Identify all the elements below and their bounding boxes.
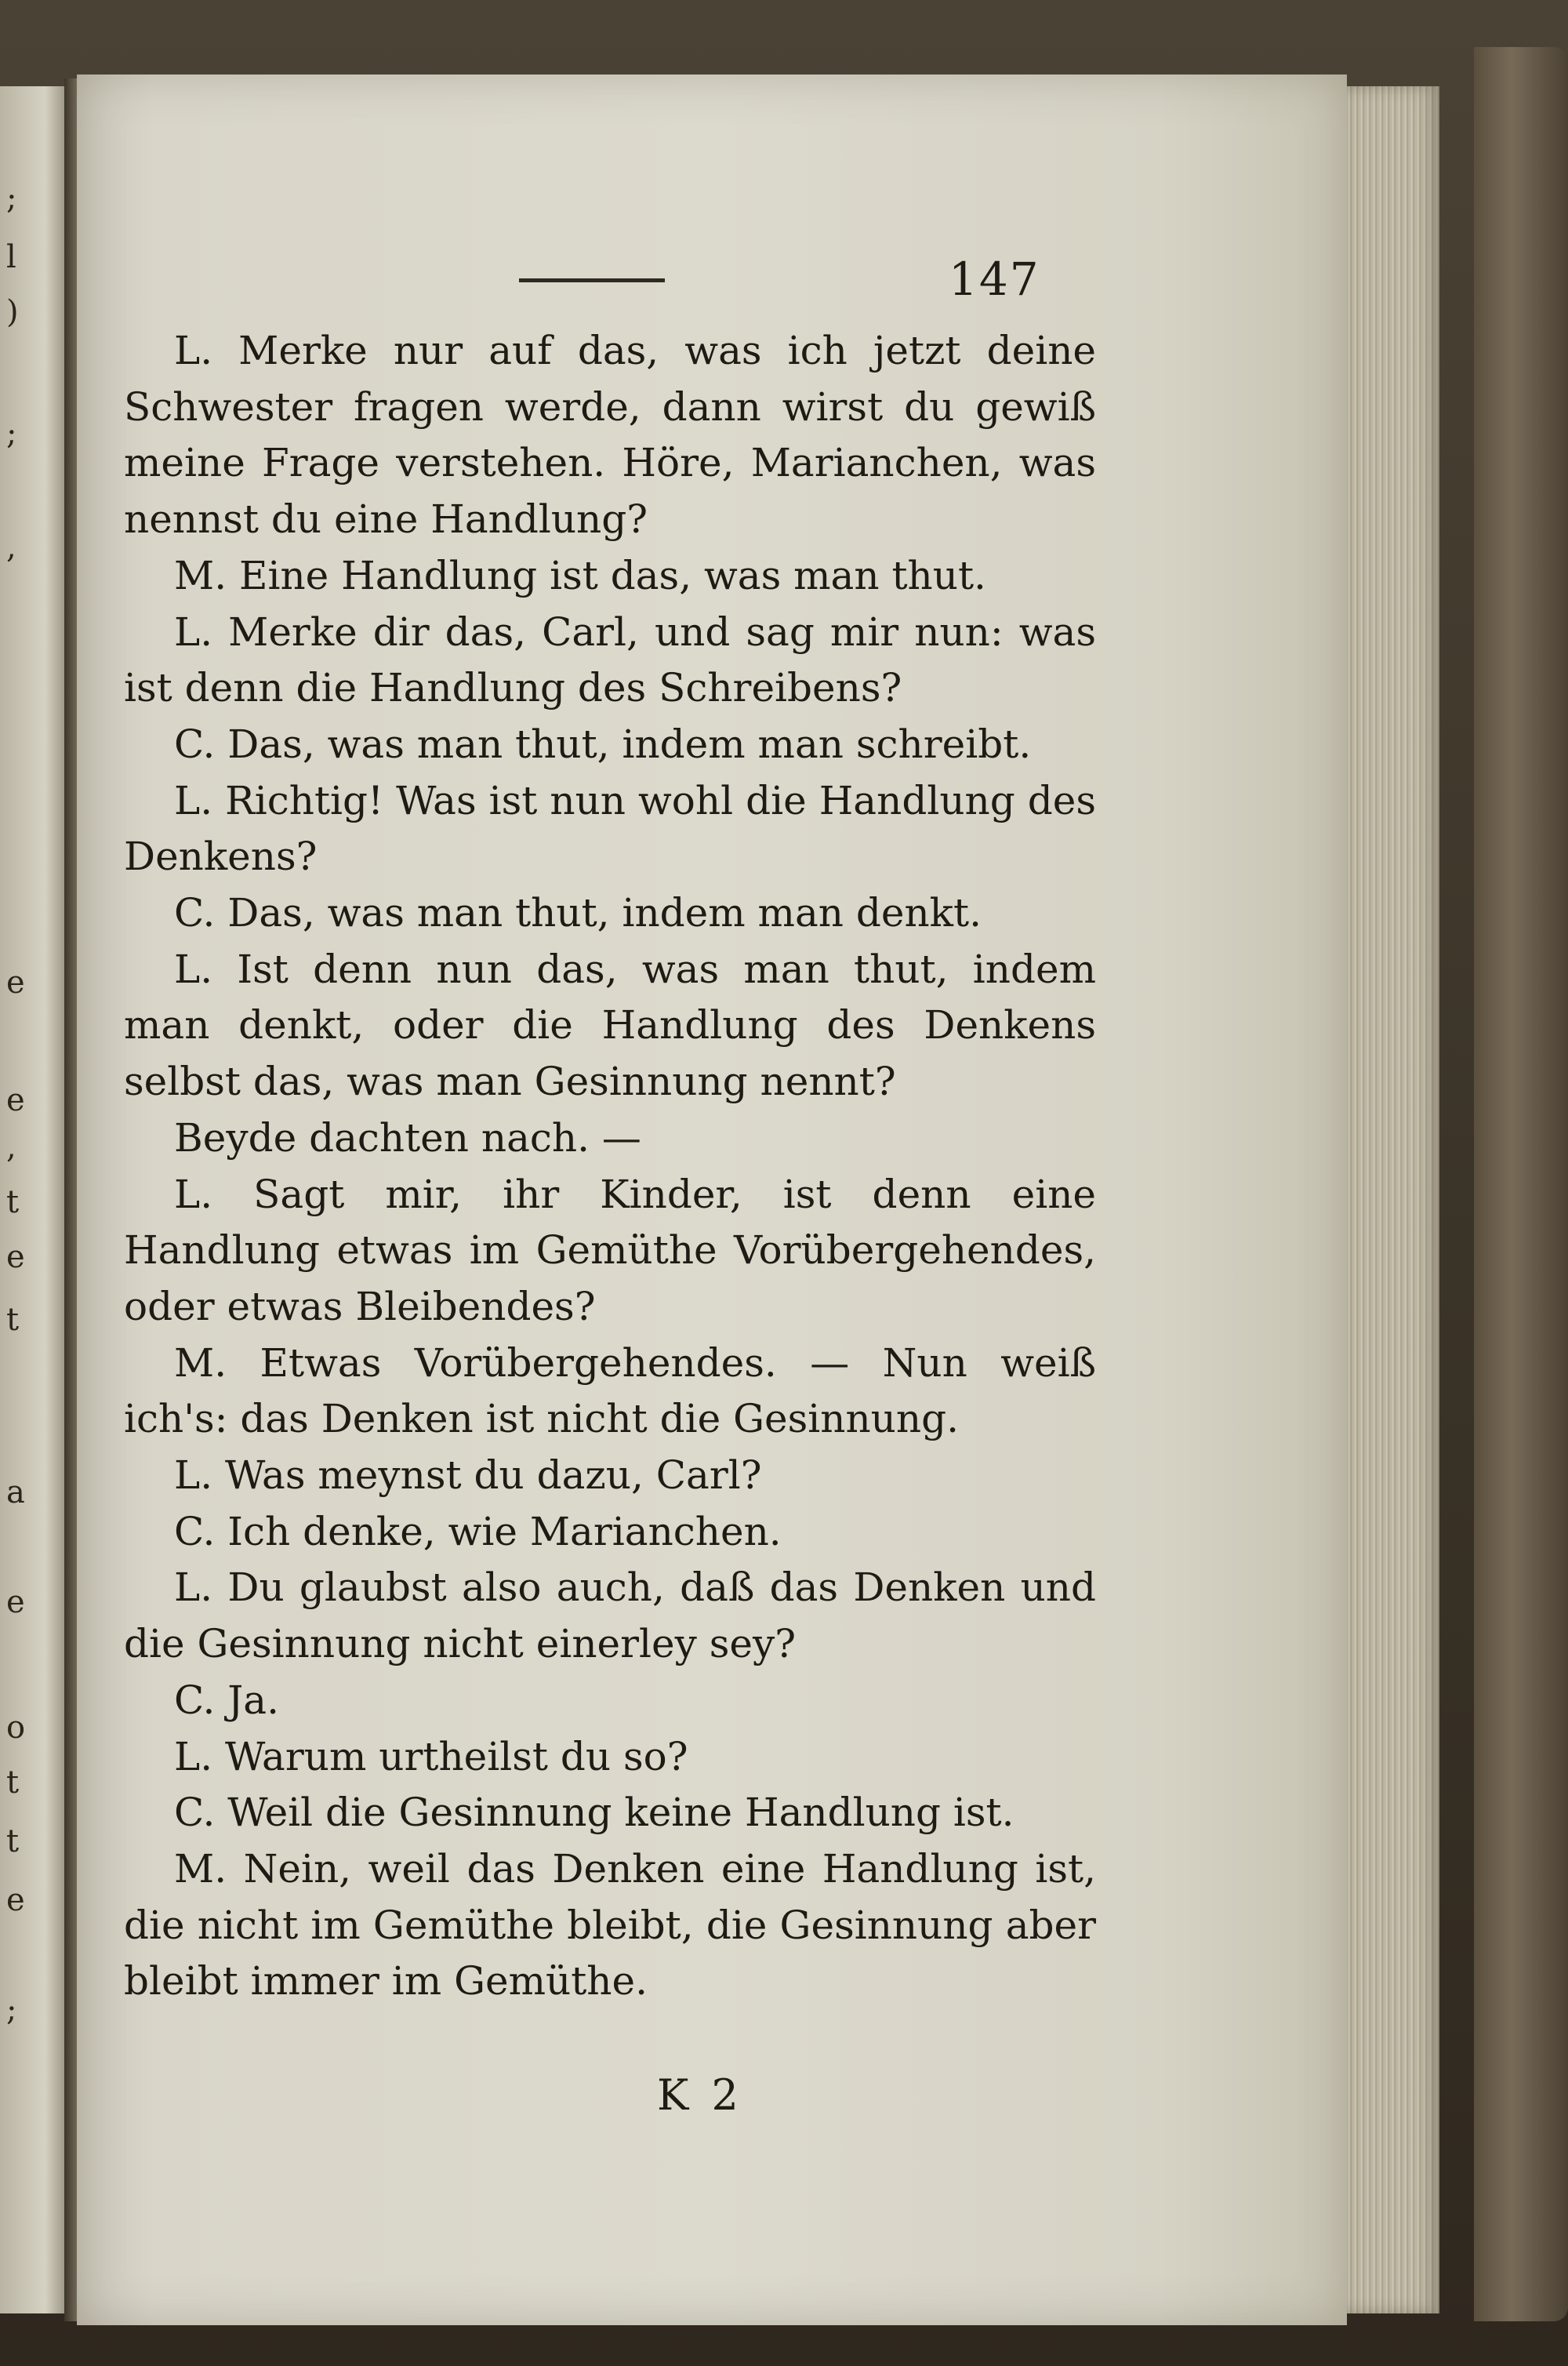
- paragraph: L. Du glaubst also auch, daß das Denken und die Gesinnung nicht einerley sey?: [124, 1565, 1096, 1667]
- signature-mark: K 2: [657, 2070, 743, 2120]
- margin-letter: t: [6, 1184, 20, 1220]
- margin-letter: o: [6, 1710, 26, 1746]
- paragraph: M. Nein, weil das Denken eine Handlung ist, die nicht im Gemüthe bleibt, die Gesinnung aber bleibt immer im Gemüthe.: [124, 1845, 1096, 2004]
- margin-letter: t: [6, 1302, 20, 1338]
- page-body: [124, 323, 1096, 2010]
- paragraph: L. Merke nur auf das, was ich jetzt deine Schwester fragen werde, dann wirst du gewiß meine Frage verstehen. Höre, Marianchen, was nennst du eine Handlung?: [124, 328, 1096, 543]
- paragraph: L. Merke dir das, Carl, und sag mir nun: was ist denn die Handlung des Schreibens?: [124, 609, 1096, 711]
- paragraph: L. Sagt mir, ihr Kinder, ist denn eine Handlung etwas im Gemüthe Vorübergehendes, oder etwas Bleibendes?: [124, 1171, 1096, 1329]
- margin-letter: e: [6, 965, 25, 1001]
- margin-letter: ;: [6, 416, 17, 452]
- margin-letter: ): [6, 294, 19, 330]
- margin-letter: e: [6, 1882, 25, 1918]
- paragraph: C. Das, was man thut, indem man denkt.: [174, 890, 982, 936]
- paragraph: L. Was meynst du dazu, Carl?: [174, 1452, 762, 1499]
- paragraph: C. Ja.: [174, 1677, 280, 1723]
- paragraph: L. Warum urtheilst du so?: [174, 1733, 688, 1779]
- margin-letter: t: [6, 1765, 20, 1801]
- margin-letter: a: [6, 1474, 25, 1510]
- margin-letter: ,: [6, 529, 16, 565]
- book-cover-edge: [1474, 47, 1568, 2321]
- facing-page-letters: [0, 86, 64, 2313]
- paragraph: Beyde dachten nach. —: [174, 1114, 641, 1161]
- margin-letter: l: [6, 239, 16, 275]
- paragraph: M. Etwas Vorübergehendes. — Nun weiß ich's: das Denken ist nicht die Gesinnung.: [124, 1339, 1096, 1442]
- paragraph: L. Ist denn nun das, was man thut, indem man denkt, oder die Handlung des Denkens selbst das, was man Gesinnung nennt?: [124, 946, 1096, 1105]
- page-block-edge: [1347, 86, 1439, 2313]
- margin-letter: e: [6, 1082, 25, 1118]
- header-rule: [519, 278, 665, 282]
- paragraph: L. Richtig! Was ist nun wohl die Handlung des Denkens?: [124, 777, 1096, 880]
- margin-letter: t: [6, 1823, 20, 1859]
- paragraph: C. Ich denke, wie Marianchen.: [174, 1508, 782, 1554]
- margin-letter: ;: [6, 180, 17, 216]
- margin-letter: e: [6, 1239, 25, 1275]
- paragraph: C. Weil die Gesinnung keine Handlung ist.: [174, 1790, 1014, 1836]
- paragraph: C. Das, was man thut, indem man schreibt.: [174, 721, 1032, 767]
- margin-letter: ,: [6, 1129, 16, 1165]
- paragraph: M. Eine Handlung ist das, was man thut.: [174, 552, 986, 598]
- page-number: 147: [949, 253, 1040, 306]
- margin-letter: e: [6, 1584, 25, 1620]
- margin-letter: ;: [6, 1992, 17, 2028]
